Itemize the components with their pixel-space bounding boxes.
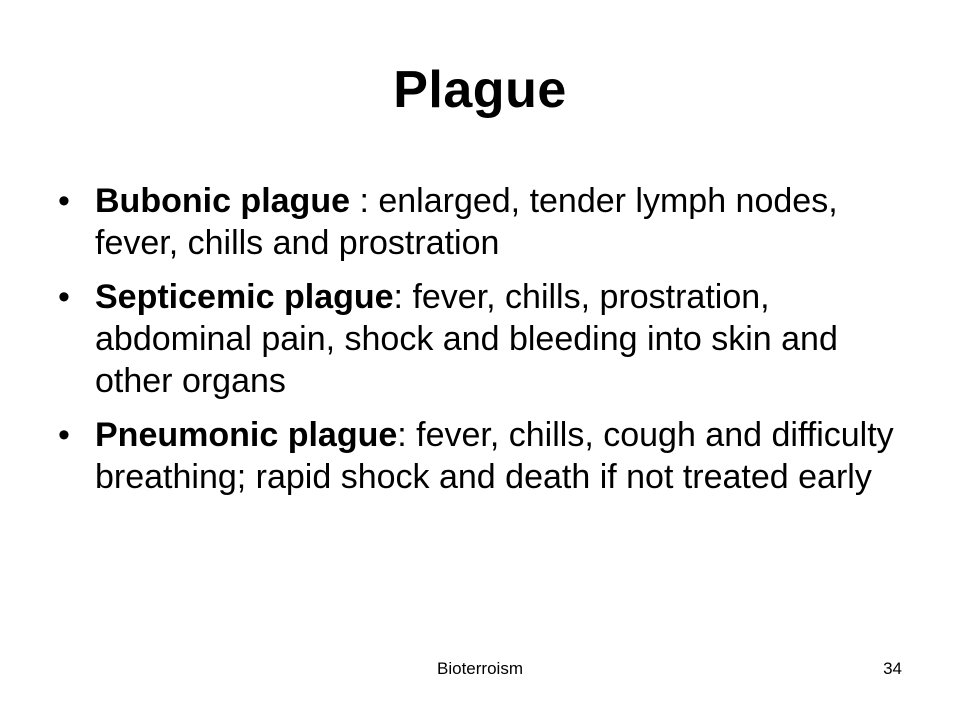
bullet-text: : enlarged, tender lymph nodes, fever, chills and prostration (95, 182, 838, 262)
bullet-text: : fever, chills, cough and difficulty breathing; rapid shock and death if not treated early (95, 416, 894, 496)
bullet-term: Pneumonic plague (95, 416, 398, 454)
bullet-marker: • (58, 416, 70, 454)
bullet-item-bubonic (58, 180, 898, 264)
slide-title: Plague (393, 61, 567, 119)
bullet-list (58, 180, 898, 510)
bullet-text: : fever, chills, prostration, abdominal pain, shock and bleeding into skin and other organs (95, 278, 838, 400)
bullet-item-pneumonic (58, 414, 898, 498)
bullet-term: Bubonic plague (95, 182, 350, 220)
bullet-marker: • (58, 278, 70, 316)
footer-text: Bioterroism (437, 659, 523, 678)
bullet-item-septicemic (58, 276, 898, 402)
bullet-marker: • (58, 182, 70, 220)
page-number: 34 (883, 659, 902, 678)
bullet-term: Septicemic plague (95, 278, 394, 316)
